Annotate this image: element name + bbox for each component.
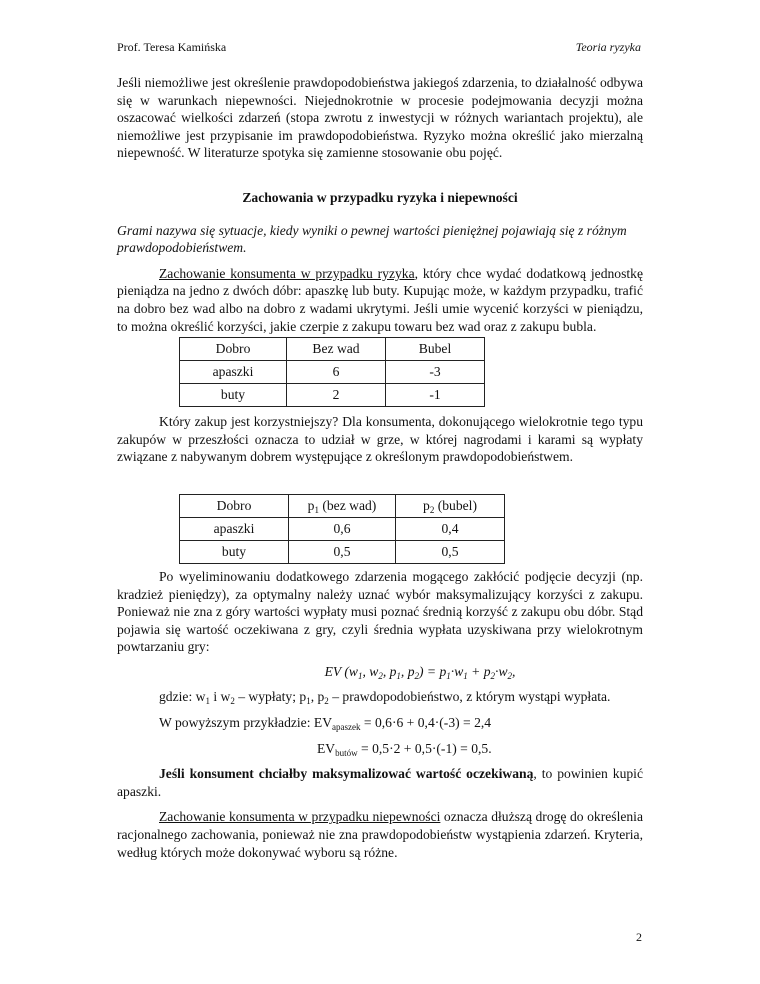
table-header-cell: Dobro	[180, 494, 289, 517]
table-header-cell: $p_2$ (bubel)	[396, 494, 505, 517]
page-number: 2	[636, 930, 642, 944]
intro-paragraph: Jeśli niemożliwe jest określenie prawdopodobieństwa jakiegoś zdarzenia, to działalność odbywa się w warunkach niepewności. Niejednokrotnie w procesie podejmowania decyzji można oszacować wielkości zdarzeń (stopa zwrotu z inwestycji w różnych wariantach projektu), ale niemożliwe jest przypisanie im prawdopodobieństwa. Ryzyko można określić jako mierzalną niepewność. W literaturze spotyka się zamienne stosowanie obu pojęć.	[117, 75, 643, 161]
ev-formula: EV ($w_1$, $w_2$, $p_1$, $p_2) = p_1\cdot w_1 + p_2\cdot w_2$,	[324, 663, 516, 681]
table-cell: apaszki	[180, 361, 287, 384]
definition-paragraph: Grami nazywa się sytuacje, kiedy wyniki o pewnej wartości pieniężnej pojawiają się z różnym prawdopodobieństwem.	[117, 222, 627, 256]
table-header-cell: Dobro	[180, 338, 287, 361]
table-header-row	[180, 338, 485, 361]
formula-legend: gdzie: $w_1$ i $w_2$ – wypłaty; $p_1$, $p_2$ – prawdopodobieństwo, z którym wystąpi wypłata.	[159, 689, 611, 707]
table-cell: 0,6	[289, 517, 396, 540]
table-header-cell: Bubel	[386, 338, 485, 361]
table-row	[180, 540, 505, 563]
table-row	[180, 517, 505, 540]
risk-paragraph-text: , który chce wydać dodatkową jednostkę pieniądza na jedno z dwóch dóbr: apaszkę lub buty. Kupując może, w każdym przypadku, trafić na dobro bez wad albo na dobro z wadami ukrytymi. Jeśli umie wycenić korzyści w pieniądzu, to można określić korzyści, jakie czerpie z zakupu towaru bez wad oraz z zakupu bubla.	[117, 265, 643, 334]
uncertainty-paragraph: Zachowanie konsumenta w przypadku niepewności oznacza dłuższą drogę do określenia racjonalnego zachowania, ponieważ nie zna prawdopodobieństw wystąpienia zdarzeń. Kryteria, według których może dokonywać wyboru są różne.	[117, 809, 643, 860]
table-cell: 6	[287, 361, 386, 384]
question-paragraph: Który zakup jest korzystniejszy? Dla konsumenta, dokonującego wielokrotnie tego typu zakupów w przeszłości oznacza to udział w grze, w której nagrodami i karami są wypłaty związane z nabywanym dobrem występujące z określonym prawdopodobieństwem.	[117, 414, 643, 465]
table-header-cell: Bez wad	[287, 338, 386, 361]
expected-value-paragraph: Po wyeliminowaniu dodatkowego zdarzenia mogącego zakłócić podjęcie decyzji (np. kradzież pieniędzy), za optymalny należy uznać wybór maksymalizujący korzyści z zakupu. Ponieważ nie zna z góry wartości wypłaty musi poznać średnią korzyść z zakupu obu dóbr. Stąd pojawia się wartość oczekiwana z gry, czyli średnia wypłata uzyskiwana przy wielokrotnym powtarzaniu gry:	[117, 568, 643, 655]
table-cell: 0,5	[289, 540, 396, 563]
risk-paragraph	[117, 265, 643, 335]
header-author: Prof. Teresa Kamińska	[117, 40, 227, 54]
uncertainty-heading-underlined: Zachowanie konsumenta w przypadku niepewności	[159, 809, 441, 825]
table-row	[180, 384, 485, 407]
payoff-table	[179, 337, 485, 407]
table-cell: apaszki	[180, 517, 289, 540]
table-cell: -3	[386, 361, 485, 384]
conclusion-bold: Jeśli konsument chciałby maksymalizować wartość oczekiwaną	[159, 766, 534, 782]
table-cell: -1	[386, 384, 485, 407]
example-buty: $EV_{butów} = 0,5\cdot 2 + 0,5\cdot(-1) = 0,5$.	[317, 740, 492, 758]
table-cell: buty	[180, 384, 287, 407]
table-header-row	[180, 494, 505, 517]
table-cell: 2	[287, 384, 386, 407]
table-cell: buty	[180, 540, 289, 563]
example-apaszki: W powyższym przykładzie: $EV_{apaszek} = 0,6\cdot 6 + 0,4\cdot(-3) = 2,4$	[159, 715, 492, 733]
conclusion-paragraph: Jeśli konsument chciałby maksymalizować wartość oczekiwaną, to powinien kupić apaszki.	[117, 766, 643, 799]
table-header-cell: $p_1$ (bez wad)	[289, 494, 396, 517]
header-title: Teoria ryzyka	[575, 40, 641, 54]
table-cell: 0,5	[396, 540, 505, 563]
table-row	[180, 361, 485, 384]
risk-heading-underlined: Zachowanie konsumenta w przypadku ryzyka	[159, 265, 415, 281]
section-title: Zachowania w przypadku ryzyka i niepewności	[242, 189, 518, 205]
page-content	[117, 74, 643, 861]
probability-table	[179, 494, 505, 564]
table-cell: 0,4	[396, 517, 505, 540]
